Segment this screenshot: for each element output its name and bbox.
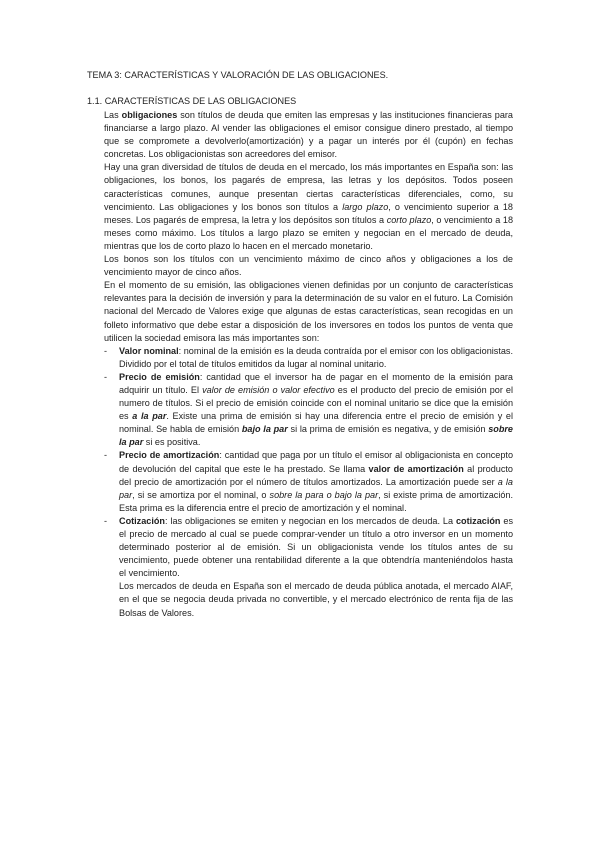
text-run: si es positiva. [143,437,201,448]
paragraph-emision: En el momento de su emisión, las obligaciones vienen definidas por un conjunto de características relevantes para la decisión de inversión y para la determinación de su valor en el futuro. La Comisión nacional del Mercado de Valores exige que algunas de estas características, sean recogidas en un folleto informativo que debe estar a disposición de los inversores en todos los puntos de venta que utilicen la sociedad emisora las más importantes son: [104,280,513,343]
italic-term: sobre la para o bajo la par [269,489,379,500]
text-run: : nominal de la emisión es la deuda contraída por el emisor con los obligacionistas. Dividido por el total de títulos emitidos da lugar al nominal unitario. [119,345,513,369]
text-run: son títulos de deuda que emiten las empresas y las instituciones financieras para financiarse a largo plazo. Al vender las obligaciones el emisor consigue dinero prestado, al tiempo que se compromete a devolverlo(amortización) y a pagar un interés por él (cupón) en fechas concretas. Los obligacionistas son acreedores del emisor. [104,110,513,160]
text-run: Las [104,110,122,120]
paragraph-obligaciones [104,109,513,161]
italic-term: corto plazo [386,214,432,225]
text-run: . Existe una prima de emisión si hay una diferencia entre el precio de emisión y el nominal. Se habla de emisión [119,411,513,435]
list-dash: - [104,371,108,382]
section-title: 1.1. CARACTERÍSTICAS DE LAS OBLIGACIONES [87,96,297,106]
text-run: es el producto del precio de emisión por el numero de títulos. Si el precio de emisión coincide con el nominal unitario se dice que la emisión es [119,384,513,422]
document-body [104,109,513,620]
text-run: , o vencimiento superior a 18 meses. Los pagarés de empresa, la letra y los depósitos son títulos a [104,201,513,225]
bold-italic-term: bajo la par [241,424,288,435]
italic-term: valor de emisión o valor efectivo [202,384,335,395]
italic-term: a la par [119,476,513,500]
list-dash: - [104,345,108,356]
bold-term: Cotización [119,515,165,526]
text-run: , si existe prima de amortización. Esta prima es la diferencia entre el precio de amortización y el nominal. [119,489,513,513]
list-item-cotizacion [104,515,513,580]
text-run: , si se amortiza por el nominal, o [132,489,270,500]
text-run: Hay una gran diversidad de títulos de deuda en el mercado, los más importantes en España son: las obligaciones, los bonos, los pagarés de empresa, las letras y los depósitos. Todos poseen características comunes, aunque presentan ciertas características diferenciales, como, su vencimiento. Las obligaciones y los bonos son títulos a [104,162,513,212]
list-item-precio-emision [104,371,513,450]
text-run: : cantidad que paga por un título el emisor al obligacionista en concepto de devolución del capital que este le ha prestado. Se llama [119,450,513,474]
list-dash: - [104,450,108,461]
paragraph-bonos: Los bonos son los títulos con un vencimiento máximo de cinco años y obligaciones a los de vencimiento mayor de cinco años. [104,254,513,278]
text-run: si la prima de emisión es negativa, y de emisión [287,424,489,435]
bold-italic-term: sobre la par [119,424,513,448]
list-dash: - [104,515,108,526]
list-item-precio-amortizacion [104,449,513,514]
text-run: es el precio de mercado al cual se puede comprar-vender un título a otro inversor en un momento determinado posterior al de emisión. Si un obligacionista vende los títulos antes de su vencimiento, puede obtener una rentabilidad diferente a la que obtendría manteniéndolos hasta el vencimiento. [119,515,513,579]
bold-term: obligaciones [121,110,178,120]
text-run: : cantidad que el inversor ha de pagar en el momento de la emisión para adquirir un título. El [119,371,513,395]
bold-term: valor de amortización [368,463,464,474]
bold-term: Valor nominal [119,345,179,356]
italic-term: largo plazo [342,201,389,212]
text-run: al producto del precio de amortización por el número de títulos amortizados. La amortización puede ser [119,463,513,487]
text-run: : las obligaciones se emiten y negocian en los mercados de deuda. La [164,515,456,526]
paragraph-mercados-deuda: Los mercados de deuda en España son el mercado de deuda pública anotada, el mercado AIAF, en el que se negocia deuda privada no convertible, y el mercado electrónico de renta fija de las Bolsas de Valores. [119,581,513,618]
document-heading: TEMA 3: CARACTERÍSTICAS Y VALORACIÓN DE LAS OBLIGACIONES. [87,70,389,80]
list-item-valor-nominal [104,345,513,371]
bold-term: cotización [455,515,501,526]
characteristics-list [104,345,513,581]
bold-italic-term: a la par [132,411,167,422]
paragraph-titulos-deuda [104,161,513,253]
bold-term: Precio de emisión [119,371,200,382]
text-run: , o vencimiento a 18 meses como máximo. Los títulos a largo plazo se emiten y negocian en el mercado de deuda, mientras que los de corto plazo lo hacen en el mercado monetario. [104,214,513,251]
bold-term: Precio de amortización [119,450,220,461]
